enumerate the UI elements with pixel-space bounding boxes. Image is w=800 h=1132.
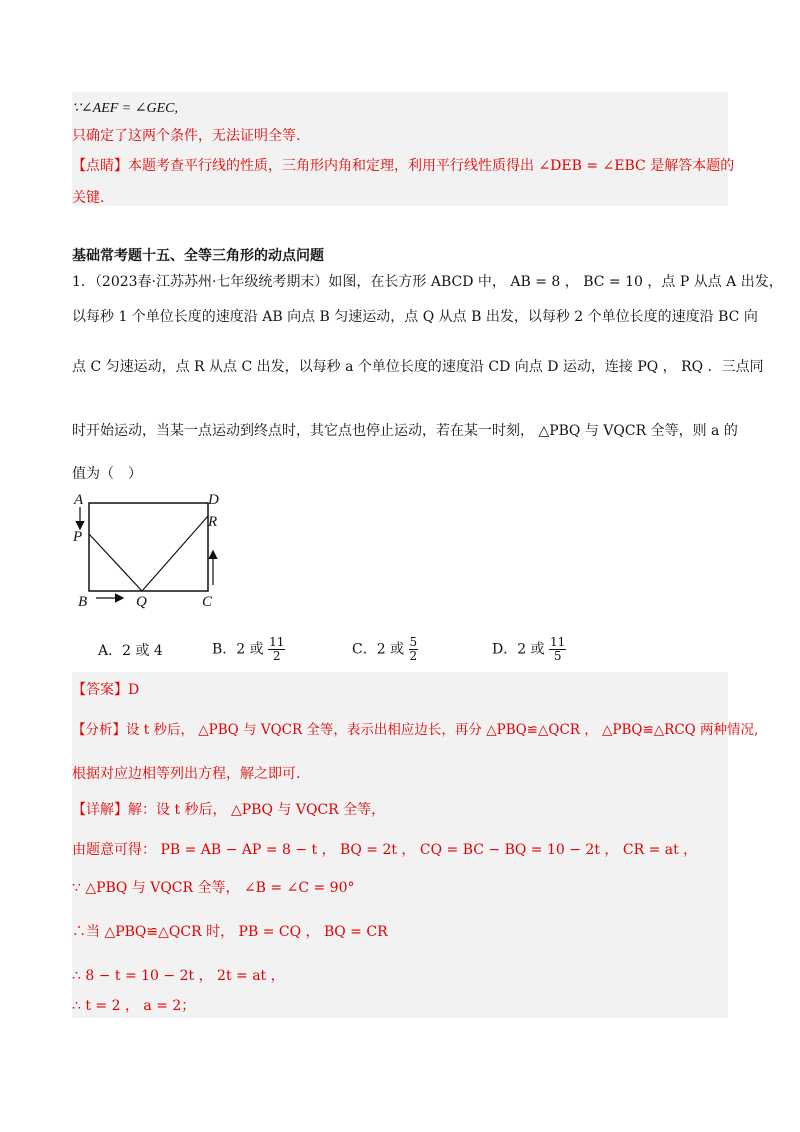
top-line-4: 关键. — [72, 190, 105, 206]
analysis-line: 【分析】设 t 秒后， △PBQ 与 VQCR 全等，表示出相应边长，再分 △PBQ≌△QCR ， △PBQ≌△RCQ 两种情况, — [72, 722, 759, 738]
rectangle-figure — [70, 488, 230, 614]
label-a: A — [74, 492, 84, 508]
question-line-1: 1．（2023春·江苏苏州·七年级统考期末）如图，在长方形 ABCD 中， AB = 8 ， BC = 10 ，点 P 从点 A 出发， — [72, 274, 783, 290]
label-b: B — [78, 594, 88, 610]
question-line-5: 值为（ ） — [72, 466, 142, 482]
detail-line-2: 由题意可得： PB = AB − AP = 8 − t ， BQ = 2t ， CQ = BC − BQ = 10 − 2t ， CR = at ， — [72, 842, 698, 858]
detail-line-6: ∴ t = 2 ， a = 2； — [72, 998, 196, 1014]
question-line-2: 以每秒 1 个单位长度的速度沿 AB 向点 B 匀速运动，点 Q 从点 B 出发，以每秒 2 个单位长度的速度沿 BC 向 — [72, 309, 758, 325]
option-c: C．2 或 $\frac{5}{2}$ — [352, 635, 418, 663]
option-d-fraction: $\frac{11}{5}$ — [550, 635, 566, 663]
top-line-3: 【点睛】本题考查平行线的性质，三角形内角和定理，利用平行线性质得出 ∠DEB = ∠EBC 是解答本题的 — [72, 158, 735, 174]
answer-line: 【答案】D — [72, 682, 140, 698]
detail-line-4: ∴当 △PBQ≌△QCR 时， PB = CQ ， BQ = CR — [72, 924, 388, 940]
detail-line-3: ∵ △PBQ 与 VQCR 全等， ∠B = ∠C = 90° — [72, 880, 355, 896]
label-q: Q — [136, 594, 147, 610]
label-p: P — [73, 529, 83, 545]
question-line-3: 点 C 匀速运动，点 R 从点 C 出发，以每秒 a 个单位长度的速度沿 CD 向点 D 运动，连接 PQ ， RQ ．三点同 — [72, 359, 764, 375]
section-title: 基础常考题十五、全等三角形的动点问题 — [72, 248, 324, 264]
label-c: C — [202, 594, 213, 610]
option-a: A．2 或 4 — [98, 643, 163, 659]
detail-line-5: ∴ 8 − t = 10 − 2t ， 2t = at ， — [72, 968, 285, 984]
top-line-2: 只确定了这两个条件，无法证明全等. — [72, 128, 301, 144]
option-b: B．2 或 $\frac{11}{2}$ — [212, 635, 285, 663]
rectangle-abcd — [89, 503, 208, 591]
label-r: R — [208, 514, 218, 530]
question-line-4: 时开始运动，当某一点运动到终点时，其它点也停止运动，若在某一时刻， △PBQ 与 VQCR 全等，则 a 的 — [72, 423, 738, 439]
detail-line-1: 【详解】解：设 t 秒后， △PBQ 与 VQCR 全等， — [72, 802, 386, 818]
analysis-line-2: 根据对应边相等列出方程，解之即可. — [72, 766, 301, 782]
option-c-fraction: $\frac{5}{2}$ — [409, 635, 418, 663]
detail-tag: 【详解】 — [72, 802, 128, 818]
option-d: D．2 或 $\frac{11}{5}$ — [492, 635, 566, 663]
comment-tag: 【点睛】 — [72, 158, 128, 174]
segment-rq — [142, 516, 208, 591]
segment-pq — [89, 534, 142, 591]
top-line-1: ∵∠AEF = ∠GEC, — [72, 101, 178, 116]
option-b-fraction: $\frac{11}{2}$ — [269, 635, 285, 663]
label-d: D — [208, 492, 219, 508]
